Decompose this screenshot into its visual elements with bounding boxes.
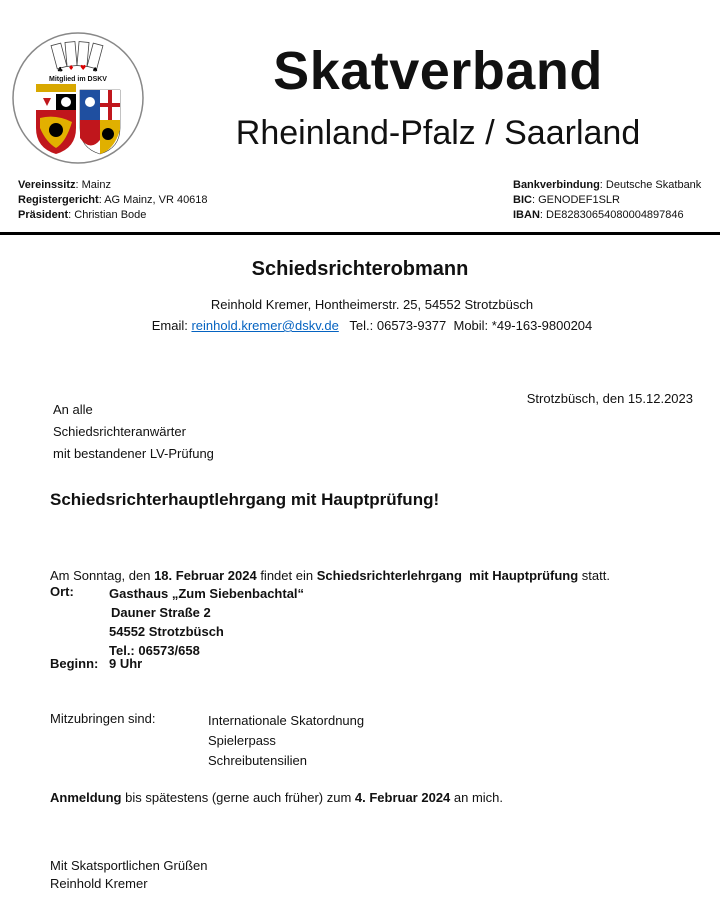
bring-label: Mitzubringen sind: [50, 711, 156, 726]
saarland-coat-of-arms-icon [80, 90, 120, 154]
location-line: Gasthaus „Zum Siebenbachtal“ [109, 586, 305, 601]
closing-block [50, 857, 208, 893]
intro-paragraph: Am Sonntag, den 18. Februar 2024 findet ein Schiedsrichterlehrgang mit Hauptprüfung statt. [50, 568, 610, 583]
location-line: 54552 Strotzbüsch [109, 624, 224, 639]
header-divider [0, 232, 720, 235]
list-item: Schreibutensilien [208, 753, 308, 768]
bank-line: Bankverbindung: Deutsche Skatbank [513, 179, 702, 191]
sender-contact: Email: reinhold.kremer@dskv.de Tel.: 06573-9377 Mobil: *49-163-9800204 [151, 318, 593, 333]
location-label: Ort: [50, 584, 74, 599]
svg-text:Mitglied im DSKV: Mitglied im DSKV [49, 76, 107, 83]
bic-line: BIC: GENODEF1SLR [513, 194, 620, 206]
letter-subject: Schiedsrichterhauptlehrgang mit Hauptprüfung! [50, 490, 440, 509]
association-logo [10, 30, 146, 166]
svg-text:♣: ♣ [57, 66, 64, 74]
start-time: 9 Uhr [109, 656, 143, 671]
greeting: Mit Skatsportlichen Grüßen [50, 858, 208, 873]
letter-date: Strotzbüsch, den 15.12.2023 [526, 391, 693, 406]
location-line: Dauner Straße 2 [111, 605, 211, 620]
registration-note: Anmeldung bis spätestens (gerne auch früher) zum 4. Februar 2024 an mich. [50, 790, 504, 805]
bank-info [513, 178, 701, 223]
sender-role: Schiedsrichterobmann [251, 258, 469, 280]
page-subtitle: Rheinland-Pfalz / Saarland [235, 114, 641, 152]
signature-name: Reinhold Kremer [50, 876, 148, 891]
phone-numbers: Tel.: 06573-9377 Mobil: *49-163-9800204 [338, 318, 593, 333]
location-address [109, 584, 304, 660]
recipient-line: An alle [53, 402, 93, 417]
email-link[interactable]: reinhold.kremer@dskv.de [191, 318, 339, 333]
court-line: Registergericht: AG Mainz, VR 40618 [18, 194, 208, 206]
start-label: Beginn: [50, 656, 99, 671]
recipient-line: Schiedsrichteranwärter [53, 424, 186, 439]
svg-text:♦: ♦ [68, 64, 75, 72]
recipient-line: mit bestandener LV-Prüfung [53, 446, 214, 461]
location-line: Tel.: 06573/658 [109, 643, 200, 658]
rheinland-pfalz-coat-of-arms-icon [36, 84, 76, 154]
president-line: Präsident: Christian Bode [18, 209, 147, 221]
bring-list [208, 711, 364, 771]
svg-text:♥: ♥ [80, 64, 87, 72]
seat-line: Vereinssitz: Mainz [18, 179, 111, 191]
sender-address: Reinhold Kremer, Hontheimerstr. 25, 54552 Strotzbüsch [210, 297, 534, 312]
svg-text:♠: ♠ [92, 66, 99, 74]
list-item: Spielerpass [208, 733, 276, 748]
list-item: Internationale Skatordnung [208, 713, 365, 728]
recipients-block [53, 399, 214, 465]
page-title: Skatverband [273, 41, 603, 101]
iban-line: IBAN: DE82830654080004897846 [513, 209, 684, 221]
association-info [18, 178, 208, 223]
